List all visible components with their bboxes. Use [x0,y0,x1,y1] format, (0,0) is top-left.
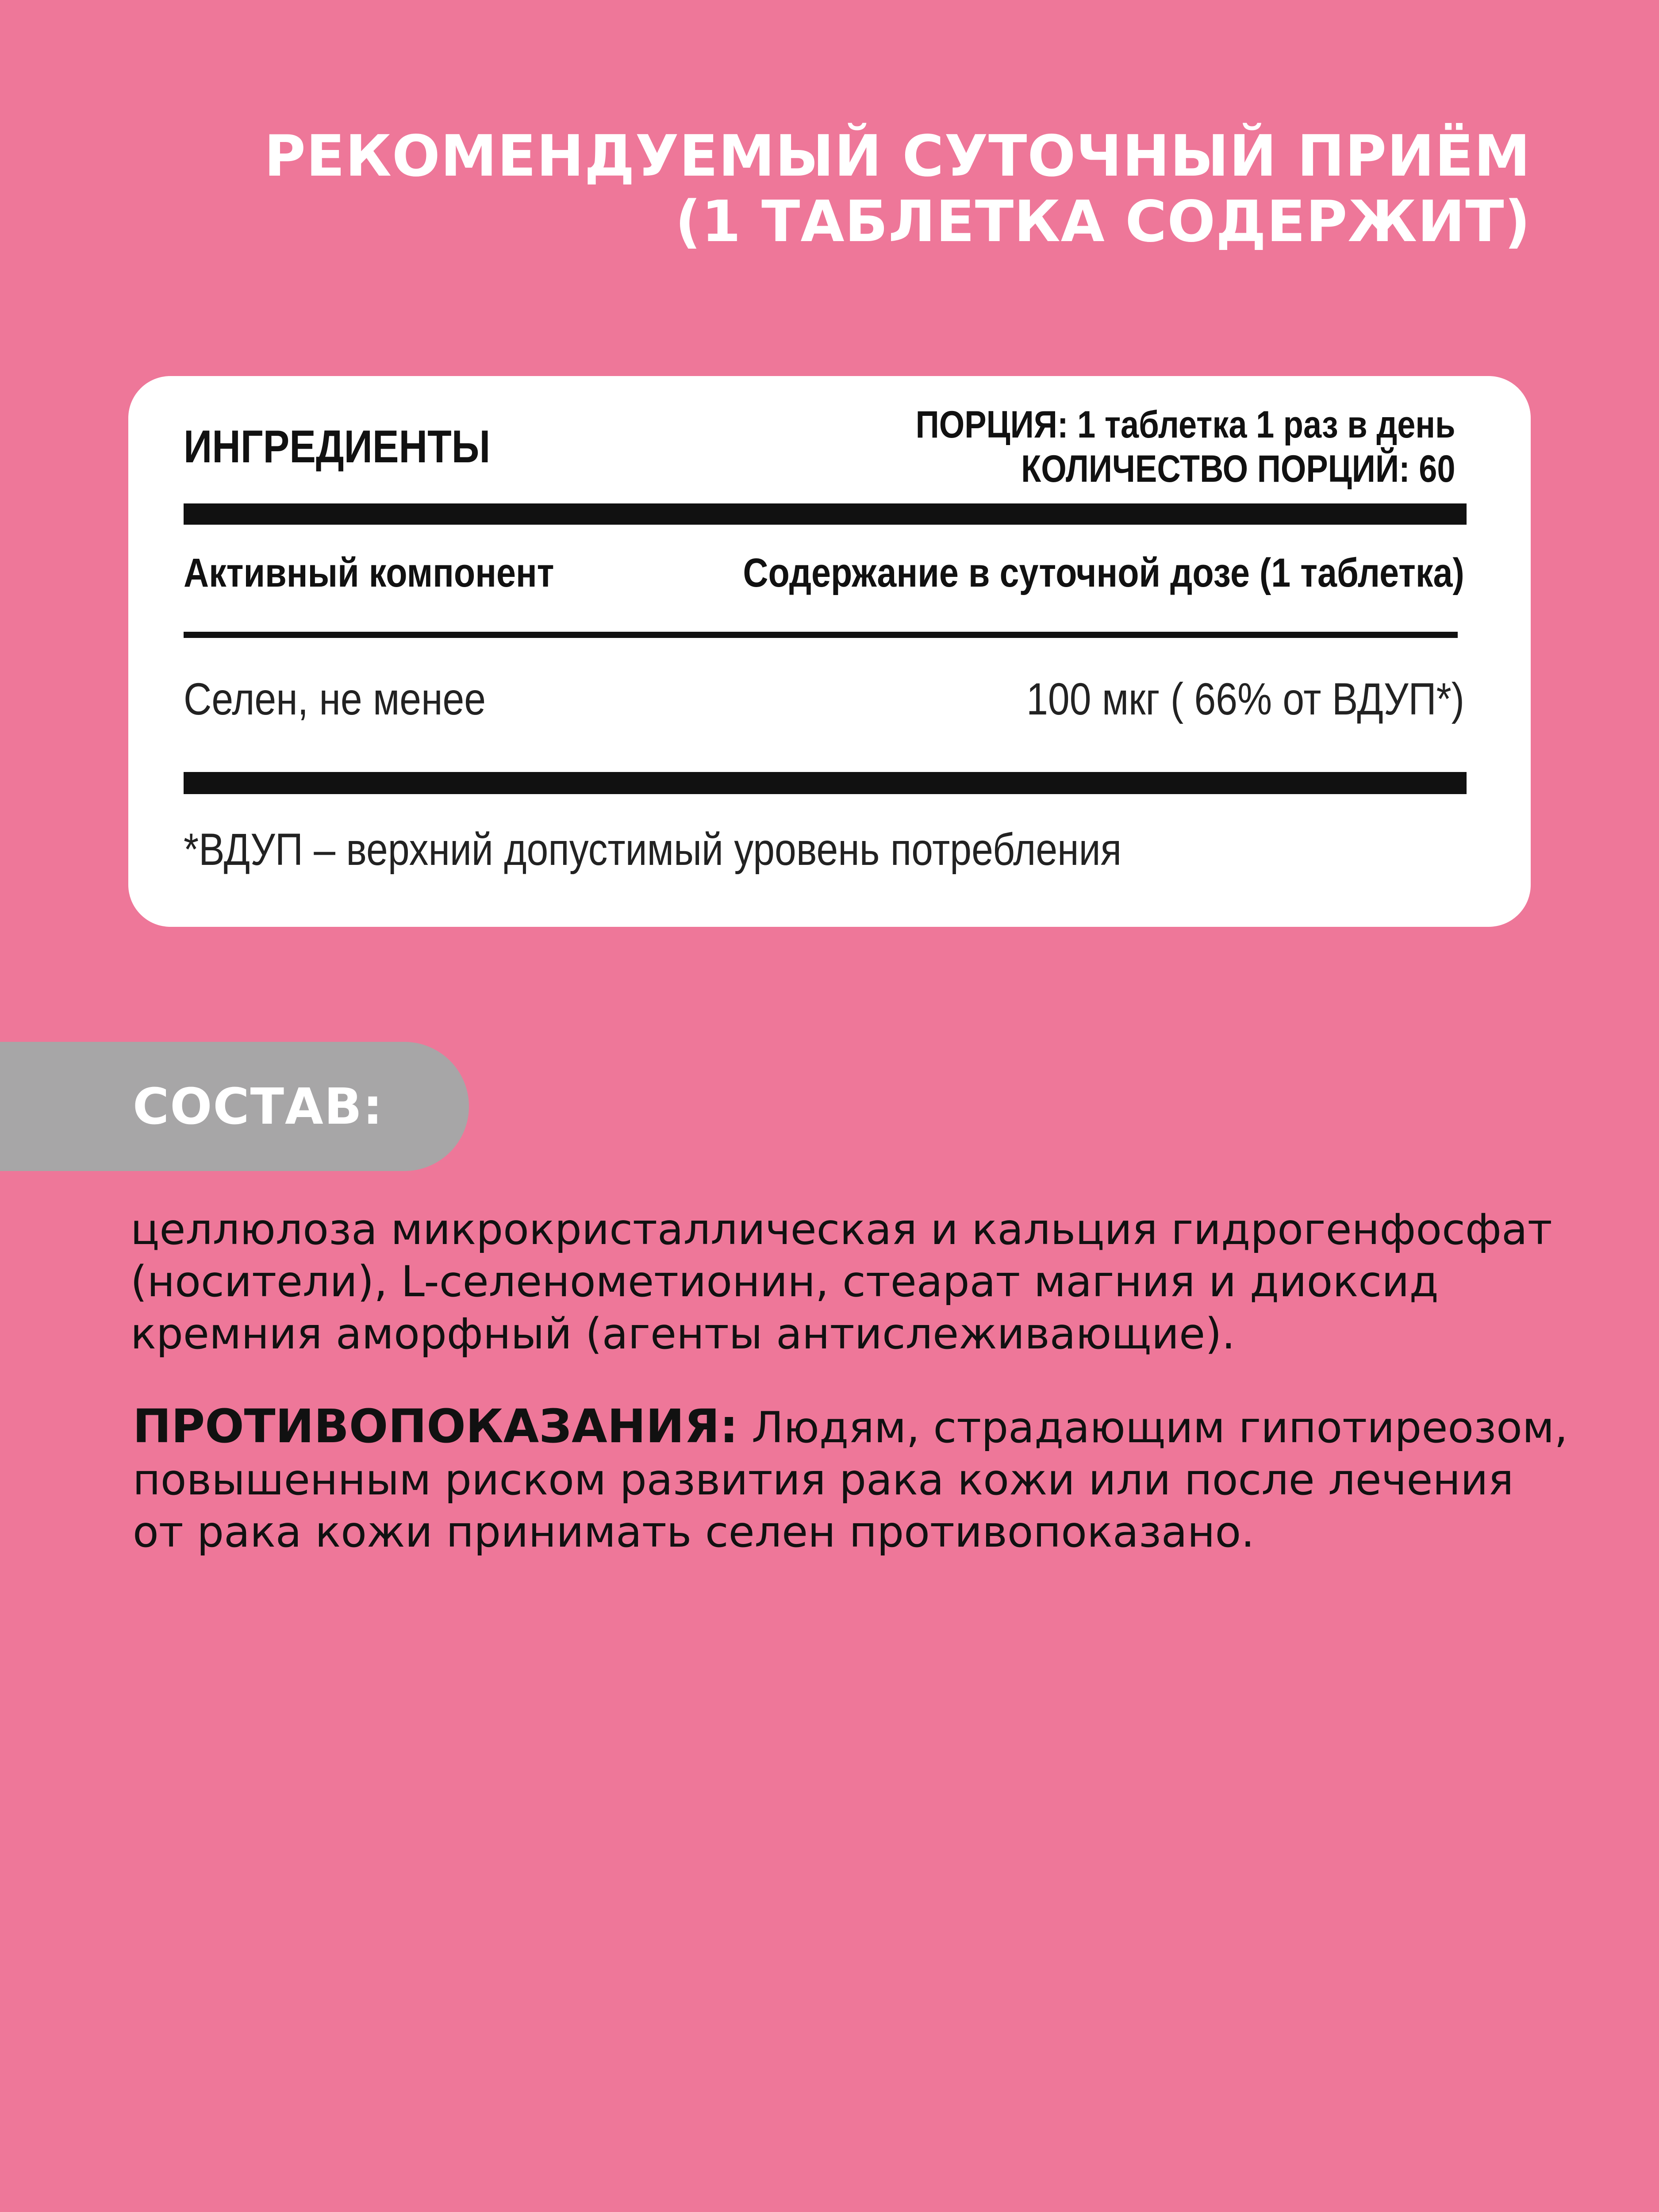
column-header-amount: Содержание в суточной дозе (1 таблетка) [743,550,1464,595]
contraindications-line-3: от рака кожи принимать селен противопоказано. [133,1507,1255,1557]
heading-line-2: (1 ТАБЛЕТКА СОДЕРЖИТ) [675,189,1531,255]
serving-info [916,403,1455,491]
page-heading [115,124,1531,255]
ingredients-title: ИНГРЕДИЕНТЫ [184,421,491,472]
contraindications-line-1 [133,1400,1593,1454]
contraindications-label: ПРОТИВОПОКАЗАНИЯ: [133,1399,738,1453]
composition-line-3: кремния аморфный (агенты антислеживающие). [131,1309,1236,1359]
composition-line-1: целлюлоза микрокристаллическая и кальция гидрогенфосфат [131,1205,1552,1254]
servings-count: КОЛИЧЕСТВО ПОРЦИЙ: 60 [1021,448,1455,490]
composition-tab [0,1042,469,1171]
composition-label: СОСТАВ: [133,1078,384,1136]
table-divider-middle [184,632,1458,638]
ingredients-card [128,376,1531,927]
contraindications-line-2: повышенным риском развития рака кожи или после лечения [133,1455,1514,1505]
table-divider-bottom [184,772,1467,794]
contraindications-line-1-text: Людям, страдающим гипотиреозом, [751,1403,1568,1452]
composition-text [131,1203,1552,1360]
heading-line-1: РЕКОМЕНДУЕМЫЙ СУТОЧНЫЙ ПРИЁМ [264,123,1531,189]
table-divider-top [184,503,1467,525]
composition-line-2: (носители), L-селенометионин, стеарат магния и диоксид [131,1257,1439,1306]
table-cell-amount: 100 мкг ( 66% от ВДУП*) [1026,674,1464,724]
serving-size: ПОРЦИЯ: 1 таблетка 1 раз в день [916,403,1455,446]
column-header-component: Активный компонент [184,550,554,595]
table-cell-component: Селен, не менее [184,674,486,724]
contraindications-text [133,1400,1593,1558]
table-footnote: *ВДУП – верхний допустимый уровень потребления [184,824,1122,875]
